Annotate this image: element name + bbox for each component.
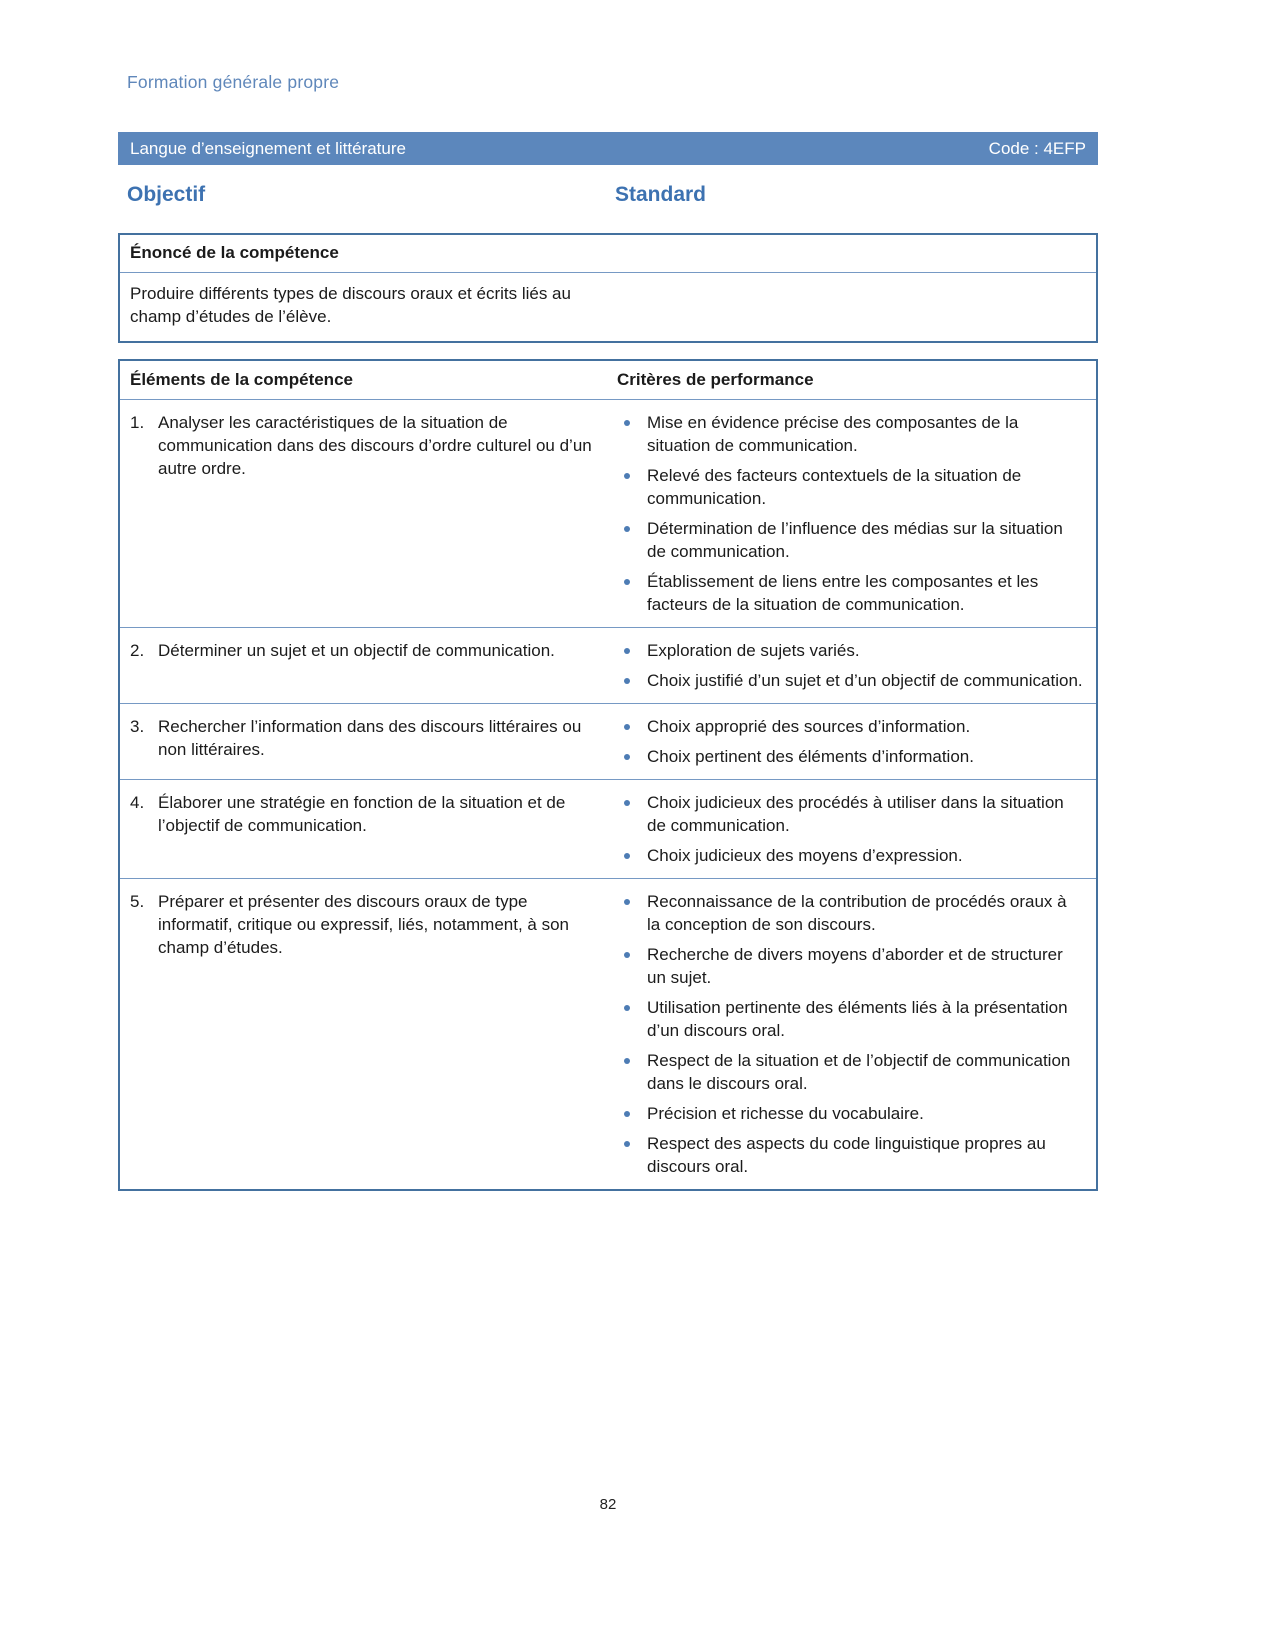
competence-table (118, 359, 1098, 1191)
enonce-header: Énoncé de la compétence (120, 235, 1096, 273)
criteria-list (617, 715, 1084, 768)
element-cell (120, 780, 617, 878)
element-text: Analyser les caractéristiques de la situation de communication dans des discours d’ordre culturel ou d’un autre ordre. (158, 413, 592, 478)
element-text: Rechercher l’information dans des discours littéraires ou non littéraires. (158, 717, 582, 759)
criterion-item: Choix approprié des sources d’information. (617, 715, 1084, 738)
elements-header: Éléments de la compétence (130, 370, 353, 389)
table-row (120, 400, 1096, 628)
criterion-item: Précision et richesse du vocabulaire. (617, 1102, 1084, 1125)
table-row (120, 628, 1096, 704)
table-row (120, 704, 1096, 780)
criterion-item: Établissement de liens entre les composantes et les facteurs de la situation de communication. (617, 570, 1084, 616)
criterion-item: Choix judicieux des procédés à utiliser dans la situation de communication. (617, 791, 1084, 837)
criterion-item: Choix judicieux des moyens d’expression. (617, 844, 1084, 867)
enonce-text: Produire différents types de discours oraux et écrits liés au champ d’études de l’élève. (130, 284, 571, 326)
standard-heading: Standard (615, 183, 707, 206)
criterion-item: Recherche de divers moyens d’aborder et de structurer un sujet. (617, 943, 1084, 989)
table-row (120, 879, 1096, 1189)
criteria-cell (617, 879, 1096, 1189)
enonce-body (120, 273, 1096, 341)
criterion-item: Mise en évidence précise des composantes de la situation de communication. (617, 411, 1084, 457)
criterion-item: Exploration de sujets variés. (617, 639, 1084, 662)
course-banner (118, 132, 1098, 165)
criteria-list (617, 890, 1084, 1178)
element-cell (120, 400, 617, 627)
criterion-item: Détermination de l’influence des médias sur la situation de communication. (617, 517, 1084, 563)
running-header: Formation générale propre (127, 72, 340, 92)
criterion-item: Choix pertinent des éléments d’information. (617, 745, 1084, 768)
criterion-item: Respect des aspects du code linguistique propres au discours oral. (617, 1132, 1084, 1178)
criteria-cell (617, 780, 1096, 878)
element-text: Déterminer un sujet et un objectif de communication. (158, 641, 555, 660)
criteria-cell (617, 704, 1096, 779)
column-headings (118, 183, 1098, 209)
criteria-list (617, 411, 1084, 616)
element-number: 1. (130, 413, 145, 432)
criterion-item: Respect de la situation et de l’objectif de communication dans le discours oral. (617, 1049, 1084, 1095)
enonce-box (118, 233, 1098, 343)
element-text: Préparer et présenter des discours oraux de type informatif, critique ou expressif, liés, notamment, à son champ d’études. (158, 892, 570, 957)
banner-course-code: Code : 4EFP (988, 138, 1086, 158)
element-number: 2. (130, 641, 145, 660)
element-cell (120, 628, 617, 703)
criteria-list (617, 791, 1084, 867)
criterion-item: Relevé des facteurs contextuels de la situation de communication. (617, 464, 1084, 510)
criteres-header: Critères de performance (617, 370, 814, 389)
criterion-item: Choix justifié d’un sujet et d’un objectif de communication. (617, 669, 1084, 692)
element-text: Élaborer une stratégie en fonction de la situation et de l’objectif de communication. (158, 793, 566, 835)
criteria-list (617, 639, 1084, 692)
page-number: 82 (599, 1496, 617, 1513)
criterion-item: Reconnaissance de la contribution de procédés oraux à la conception de son discours. (617, 890, 1084, 936)
element-number: 5. (130, 892, 145, 911)
table-row (120, 780, 1096, 879)
element-number: 4. (130, 793, 145, 812)
criteria-cell (617, 628, 1096, 703)
objectif-heading: Objectif (127, 183, 206, 206)
element-cell (120, 704, 617, 779)
criteria-cell (617, 400, 1096, 627)
banner-course-title: Langue d’enseignement et littérature (130, 138, 406, 158)
element-number: 3. (130, 717, 145, 736)
table-header-row (120, 361, 1096, 400)
element-cell (120, 879, 617, 1189)
document-page (118, 0, 1098, 1650)
criterion-item: Utilisation pertinente des éléments liés à la présentation d’un discours oral. (617, 996, 1084, 1042)
